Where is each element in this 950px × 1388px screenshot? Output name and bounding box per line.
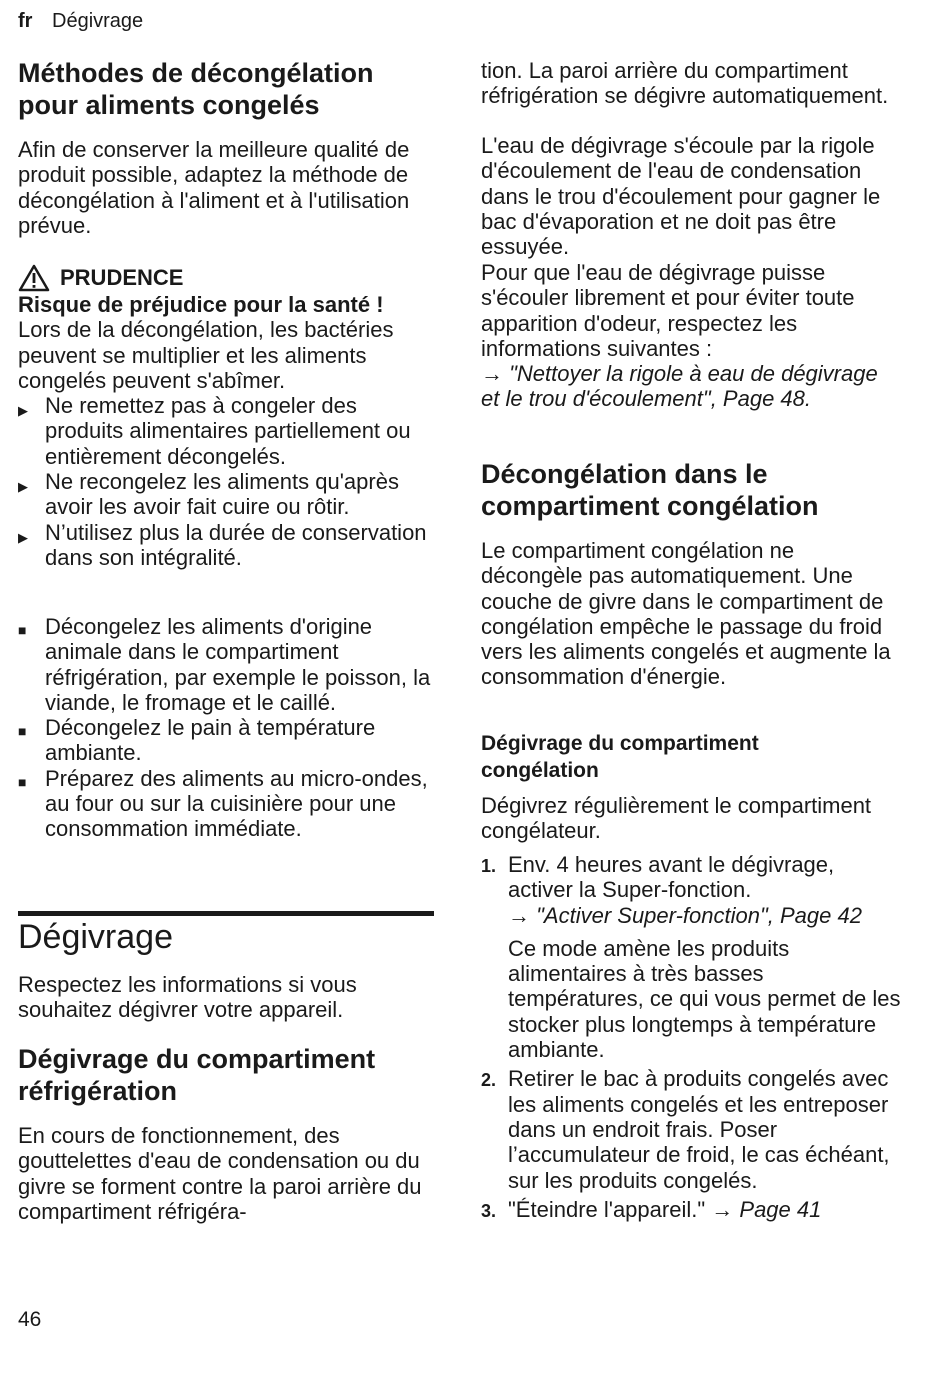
warning-triangle-icon [18, 264, 50, 292]
freezer-defrost-subtitle: Dégivrage du compartiment congélation [481, 732, 759, 782]
language-code: fr [18, 10, 33, 32]
method-list [18, 614, 436, 842]
degivrage-title: Dégivrage [18, 918, 173, 956]
list-item: ■ Décongelez les aliments d'origine animale dans le compartiment réfrigération, par exemple le poisson, la viande, le fromage et le caillé. [18, 614, 431, 715]
square-bullet-icon: ■ [18, 723, 27, 740]
step-text: "Éteindre l'appareil." [508, 1196, 706, 1222]
odor-text: Pour que l'eau de dégivrage puisse s'écouler librement et pour éviter toute apparition d'odeur, respectez les informations suivantes : [481, 260, 855, 361]
warning-text: Lors de la décongélation, les bactéries peuvent se multiplier et les aliments congelés peuvent s'abîmer. [18, 317, 394, 393]
warning-risk: Risque de préjudice pour la santé ! [18, 292, 384, 317]
switch-off-reference-link[interactable]: → Page 41 [711, 1196, 822, 1222]
list-item: ■ Préparez des aliments au micro-ondes, au four ou sur la cuisinière pour une consommation immédiate. [18, 765, 428, 842]
methods-title: Méthodes de décongélation pour aliments congelés [18, 58, 374, 120]
step-note: Ce mode amène les produits alimentaires à très basses températures, ce qui vous permet de les stocker plus longtemps à température ambiante. [508, 935, 901, 1063]
fridge-text-continued: tion. La paroi arrière du compartiment réfrigération se dégivre automatiquement. [481, 58, 889, 109]
warning-header [18, 264, 436, 292]
fridge-title: Dégivrage du compartiment réfrigération [18, 1044, 376, 1106]
warning-label: PRUDENCE [60, 265, 184, 290]
cleaning-reference-link[interactable]: → "Nettoyer la rigole à eau de dégivrage et le trou d'écoulement", Page 48. [481, 361, 878, 412]
list-item: ■ Décongelez le pain à température ambiante. [18, 715, 376, 766]
step-text: Env. 4 heures avant le dégivrage, activer la Super-fonction. [508, 852, 835, 903]
list-item [481, 1066, 901, 1192]
triangle-bullet-icon: ▶ [18, 479, 28, 495]
page-header [18, 10, 143, 33]
degivrage-intro: Respectez les informations si vous souhaitez dégivrer votre appareil. [18, 972, 357, 1023]
square-bullet-icon: ■ [18, 622, 27, 638]
step-number: 3. [481, 1200, 497, 1221]
freezer-defrost-intro: Dégivrez régulièrement le compartiment congélateur. [481, 793, 872, 844]
list-item [481, 852, 901, 1062]
freezer-title: Décongélation dans le compartiment congélation [481, 459, 819, 521]
super-function-reference-link[interactable]: → "Activer Super-fonction", Page 42 [508, 902, 862, 928]
methods-intro: Afin de conserver la meilleure qualité de produit possible, adaptez la méthode de décongélation à l'aliment et à l'utilisation prévue. [18, 137, 410, 238]
fridge-text: En cours de fonctionnement, des gouttelettes d'eau de condensation ou du givre se forment contre la paroi arrière du compartiment réfrigéra- [18, 1123, 422, 1224]
freezer-text: Le compartiment congélation ne décongèle pas automatiquement. Une couche de givre dans le compartiment de congélation empêche le passage du froid vers les aliments congelés et augmente la consommation d'énergie. [481, 538, 891, 690]
section-divider [18, 911, 434, 916]
step-number: 2. [481, 1070, 497, 1091]
list-item: ▶ N’utilisez plus la durée de conservation dans son intégralité. [18, 519, 427, 570]
warning-block [18, 264, 436, 570]
step-list [481, 852, 901, 1222]
triangle-bullet-icon: ▶ [18, 403, 28, 419]
step-text: Retirer le bac à produits congelés avec les aliments congelés et les entreposer dans un endroit frais. Poser l’accumulateur de froid, le cas échéant, sur les produits congelés. [508, 1066, 890, 1193]
drain-text: L'eau de dégivrage s'écoule par la rigole d'écoulement de l'eau de condensation dans le trou d'écoulement pour gagner le bac d'évaporation et ne doit pas être essuyée. [481, 133, 881, 260]
triangle-bullet-icon: ▶ [18, 529, 28, 545]
header-section: Dégivrage [52, 10, 144, 32]
square-bullet-icon: ■ [18, 773, 27, 790]
list-item: ▶ Ne recongelez les aliments qu'après avoir les avoir fait cuire ou rôtir. [18, 469, 399, 520]
list-item [481, 1197, 901, 1222]
list-item: ▶ Ne remettez pas à congeler des produits alimentaires partiellement ou entièrement décongelés. [18, 393, 411, 469]
step-number: 1. [481, 856, 497, 876]
page-number: 46 [18, 1308, 42, 1331]
